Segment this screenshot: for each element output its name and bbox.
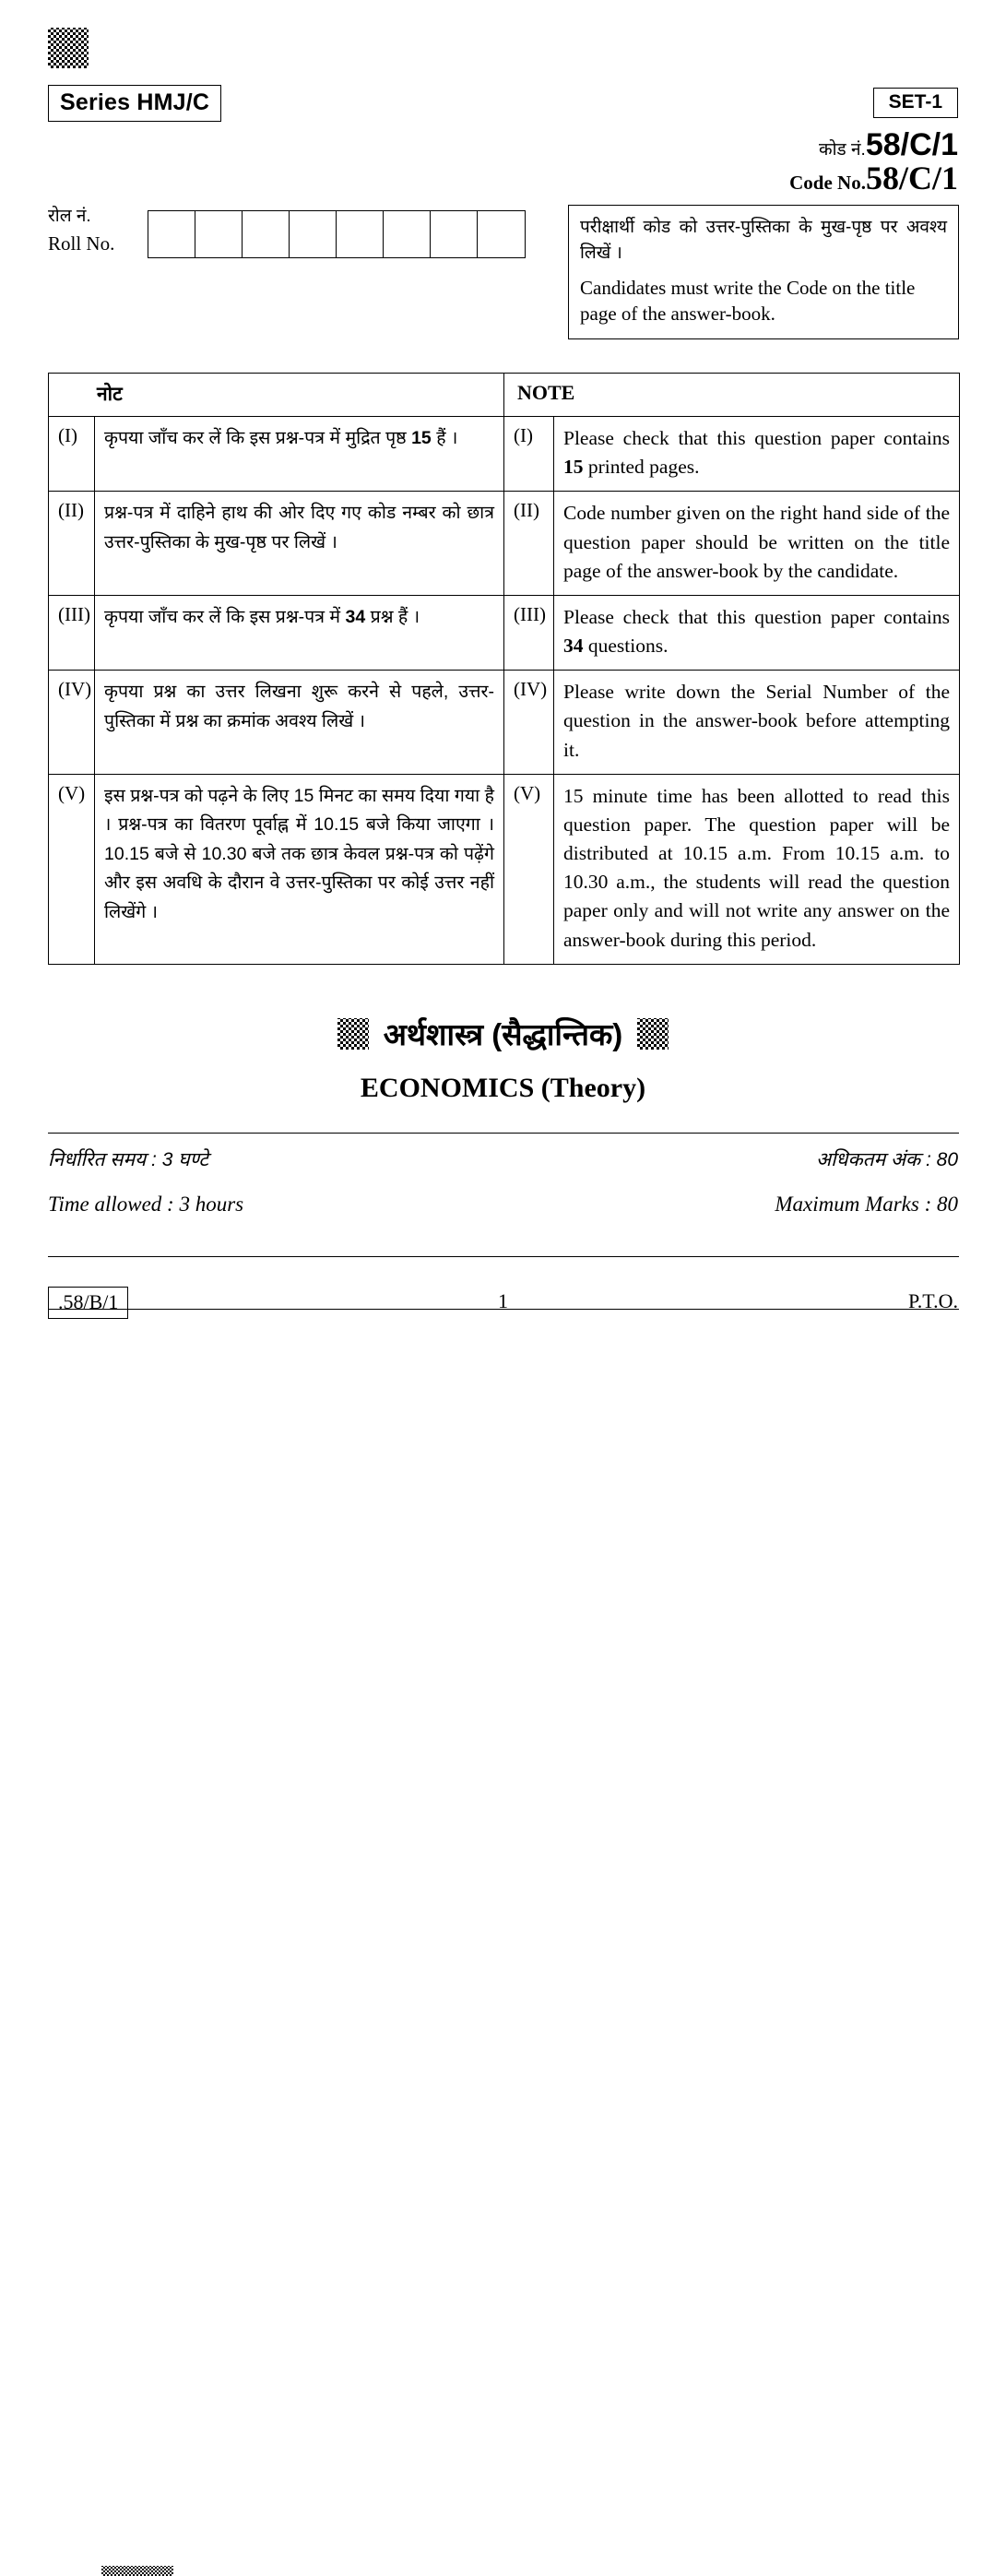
note-text-hindi: कृपया जाँच कर लें कि इस प्रश्न-पत्र में मुद्रित पृष्ठ 15 हैं । — [95, 417, 504, 492]
maximum-marks-english: Maximum Marks : 80 — [775, 1193, 958, 1216]
note-text-hindi: कृपया जाँच कर लें कि इस प्रश्न-पत्र में 34 प्रश्न हैं । — [95, 595, 504, 670]
qr-code-icon — [637, 1018, 669, 1050]
note-text-hindi: इस प्रश्न-पत्र को पढ़ने के लिए 15 मिनट का समय दिया गया है । प्रश्न-पत्र का वितरण पूर्वाह्न में 10.15 बजे किया जाएगा । 10.15 बजे से 10.30 बजे तक छात्र केवल प्रश्न-पत्र को पढ़ेंगे और इस अवधि के दौरान वे उत्तर-पुस्तिका पर कोई उत्तर नहीं लिखेंगे । — [95, 774, 504, 964]
table-row — [49, 671, 960, 775]
roll-no-cell[interactable] — [384, 211, 431, 257]
note-text-english: 15 minute time has been allotted to read this question paper. The question paper will be distributed at 10.15 a.m. From 10.15 a.m. to 10.30 a.m., the students will read the question paper only and will not write any answer on the answer-book during this period. — [554, 774, 960, 964]
note-num-hindi: (V) — [49, 774, 95, 964]
note-text-english: Please check that this question paper contains 15 printed pages. — [554, 417, 960, 492]
code-number-block — [789, 129, 958, 195]
note-header-hindi: नोट — [49, 374, 504, 417]
subject-title-hindi-text: अर्थशास्त्र (सैद्धान्तिक) — [383, 1017, 623, 1051]
note-text-hindi: प्रश्न-पत्र में दाहिने हाथ की ओर दिए गए कोड नम्बर को छात्र उत्तर-पुस्तिका के मुख-पृष्ठ पर लिखें । — [95, 492, 504, 596]
note-text-hindi: कृपया प्रश्न का उत्तर लिखना शुरू करने से पहले, उत्तर-पुस्तिका में प्रश्न का क्रमांक अवश्य लिखें । — [95, 671, 504, 775]
subject-title-hindi — [0, 1013, 1006, 1054]
note-num-english: (V) — [504, 774, 554, 964]
time-allowed-english: Time allowed : 3 hours — [48, 1193, 244, 1216]
note-num-hindi: (III) — [49, 595, 95, 670]
note-num-hindi: (IV) — [49, 671, 95, 775]
roll-no-cell[interactable] — [290, 211, 337, 257]
code-number-english: Code No.58/C/1 — [789, 160, 958, 196]
divider-bottom — [48, 1256, 959, 1257]
pto-label: P.T.O. — [908, 1289, 958, 1312]
subject-title-english: ECONOMICS (Theory) — [360, 1073, 646, 1103]
table-row — [49, 492, 960, 596]
note-num-english: (IV) — [504, 671, 554, 775]
table-row — [49, 417, 960, 492]
time-allowed-hindi: निर्धारित समय : 3 घण्टे — [48, 1149, 208, 1170]
page-number: 1 — [498, 1289, 508, 1312]
set-label: SET-1 — [873, 88, 958, 118]
roll-no-label — [48, 204, 114, 257]
qr-code-icon — [101, 2566, 173, 2576]
roll-no-cell[interactable] — [337, 211, 384, 257]
table-row — [49, 774, 960, 964]
note-table — [48, 373, 960, 965]
note-text-english: Please write down the Serial Number of the question in the answer-book before attempting it. — [554, 671, 960, 775]
note-num-hindi: (I) — [49, 417, 95, 492]
roll-no-cell[interactable] — [243, 211, 290, 257]
note-num-hindi: (II) — [49, 492, 95, 596]
candidate-note-hindi: परीक्षार्थी कोड को उत्तर-पुस्तिका के मुख-पृष्ठ पर अवश्य लिखें । — [580, 218, 947, 263]
roll-no-cell[interactable] — [478, 211, 525, 257]
roll-no-input[interactable] — [148, 210, 526, 258]
qr-code-icon — [337, 1018, 369, 1050]
table-row — [49, 595, 960, 670]
note-text-english: Code number given on the right hand side of the question paper should be written on the title page of the answer-book by the candidate. — [554, 492, 960, 596]
note-num-english: (I) — [504, 417, 554, 492]
note-num-english: (II) — [504, 492, 554, 596]
note-text-english: Please check that this question paper contains 34 questions. — [554, 595, 960, 670]
roll-no-label-hindi: रोल नं. — [48, 207, 91, 226]
roll-no-cell[interactable] — [195, 211, 243, 257]
candidate-note-english: Candidates must write the Code on the title page of the answer-book. — [580, 277, 916, 326]
qr-code-icon — [48, 28, 89, 68]
roll-no-cell[interactable] — [431, 211, 478, 257]
divider-top — [48, 1133, 959, 1134]
table-row-header — [49, 374, 960, 417]
note-header-english: NOTE — [504, 374, 960, 417]
code-number-hindi: कोड नं.58/C/1 — [819, 127, 958, 162]
roll-no-cell[interactable] — [148, 211, 195, 257]
divider-footer — [48, 1309, 959, 1310]
series-label: Series HMJ/C — [48, 85, 221, 122]
roll-no-label-english: Roll No. — [48, 231, 115, 255]
candidate-note-box — [568, 205, 959, 339]
maximum-marks-hindi: अधिकतम अंक : 80 — [816, 1149, 958, 1170]
footer-code-text: .58/B/1 — [58, 1290, 119, 1313]
note-num-english: (III) — [504, 595, 554, 670]
